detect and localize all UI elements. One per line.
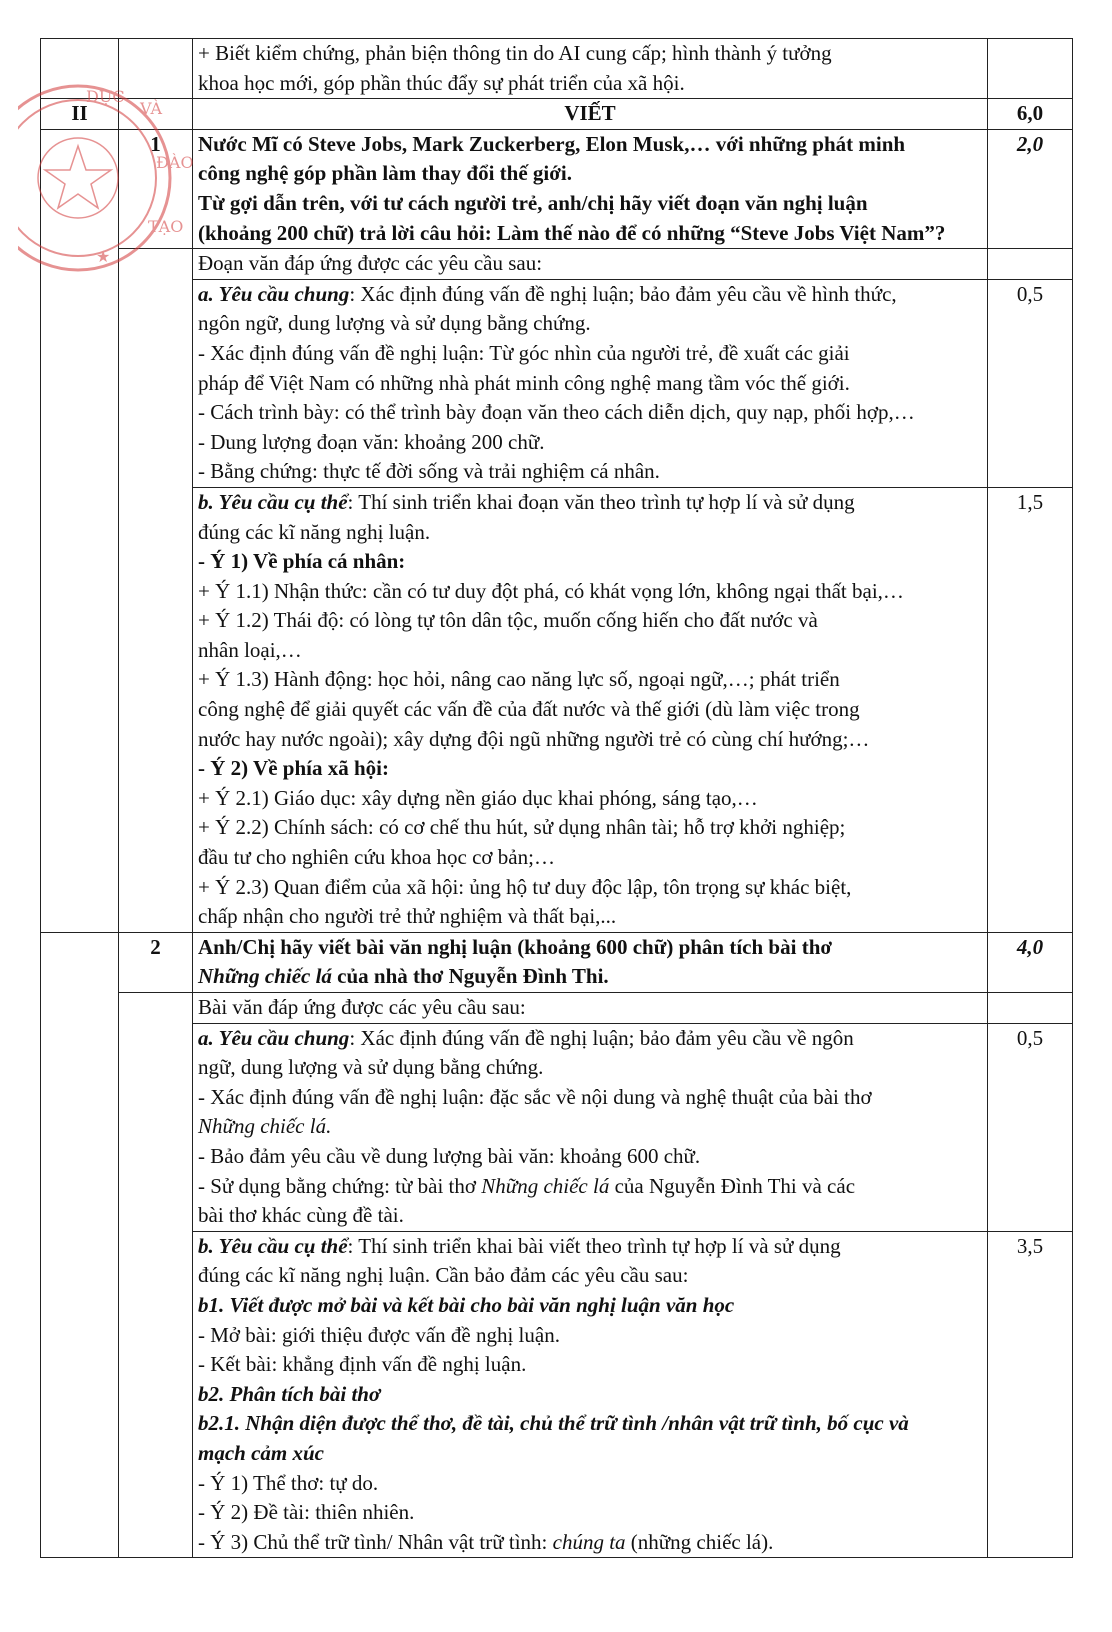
- question-1-part-a-score: 0,5: [988, 279, 1073, 487]
- intro-text: + Biết kiểm chứng, phản biện thông tin do AI cung cấp; hình thành ý tưởng khoa học mới, góp phần thúc đẩy sự phát triển của xã hội.: [193, 39, 988, 99]
- question-1-row: [41, 129, 1073, 248]
- section-number: II: [41, 99, 119, 130]
- svg-text:TẠO: TẠO: [148, 217, 184, 236]
- question-2-part-a: a. Yêu cầu chung: Xác định đúng vấn đề nghị luận; bảo đảm yêu cầu về ngôn ngữ, dung lượng và sử dụng bằng chứng. - Xác định đúng vấn đề nghị luận: đặc sắc về nội dung và nghệ thuật của bài thơ Những chiếc lá. - Bảo đảm yêu cầu về dung lượng bài văn: khoảng 600 chữ. - Sử dụng bằng chứng: từ bài thơ Những chiếc lá của Nguyễn Đình Thi và các bài thơ khác cùng đề tài.: [193, 1023, 988, 1231]
- section-title: VIẾT: [193, 99, 988, 130]
- question-1-prompt: Nước Mĩ có Steve Jobs, Mark Zuckerberg, Elon Musk,… với những phát minh công nghệ góp phần làm thay đổi thế giới. Từ gợi dẫn trên, với tư cách người trẻ, anh/chị hãy viết đoạn văn nghị luận (khoảng 200 chữ) trả lời câu hỏi: Làm thế nào để có những “Steve Jobs Việt Nam”?: [193, 129, 988, 248]
- svg-text:ĐÀO: ĐÀO: [156, 153, 194, 172]
- question-1-part-b-score: 1,5: [988, 487, 1073, 932]
- question-2-row: [41, 932, 1073, 992]
- question-2-req-intro-row: [41, 993, 1073, 1024]
- question-1-part-b: b. Yêu cầu cụ thể: Thí sinh triển khai đoạn văn theo trình tự hợp lí và sử dụng đúng các kĩ năng nghị luận. - Ý 1) Về phía cá nhân: + Ý 1.1) Nhận thức: cần có tư duy đột phá, có khát vọng lớn, không ngại thất bại,… + Ý 1.2) Thái độ: có lòng tự tôn dân tộc, muốn cống hiến cho đất nước và nhân loại,… + Ý 1.3) Hành động: học hỏi, nâng cao năng lực số, ngoại ngữ,…; phát triển công nghệ để giải quyết các vấn đề của đất nước và thế giới (dù làm việc trong nước hay nước ngoài); xây dựng đội ngũ những người trẻ có cùng chí hướng;… - Ý 2) Về phía xã hội: + Ý 2.1) Giáo dục: xây dựng nền giáo dục khai phóng, sáng tạo,… + Ý 2.2) Chính sách: có cơ chế thu hút, sử dụng nhân tài; hỗ trợ khởi nghiệp; đầu tư cho nghiên cứu khoa học cơ bản;… + Ý 2.3) Quan điểm của xã hội: ủng hộ tư duy độc lập, tôn trọng sự khác biệt, chấp nhận cho người trẻ thử nghiệm và thất bại,...: [193, 487, 988, 932]
- question-2-part-a-score: 0,5: [988, 1023, 1073, 1231]
- question-2-number: 2: [119, 932, 193, 992]
- question-1-part-b-row: [41, 487, 1073, 932]
- answer-key-table: [40, 38, 1073, 1558]
- section-score: 6,0: [988, 99, 1073, 130]
- section-header-row: [41, 99, 1073, 130]
- question-2-part-b-score: 3,5: [988, 1231, 1073, 1558]
- svg-text:VÀ: VÀ: [140, 99, 163, 118]
- question-1-part-a: a. Yêu cầu chung: Xác định đúng vấn đề nghị luận; bảo đảm yêu cầu về hình thức, ngôn ngữ, dung lượng và sử dụng bằng chứng. - Xác định đúng vấn đề nghị luận: Từ góc nhìn của người trẻ, đề xuất các giải pháp để Việt Nam có những nhà phát minh công nghệ mang tầm vóc thế giới. - Cách trình bày: có thể trình bày đoạn văn theo cách diễn dịch, quy nạp, phối hợp,… - Dung lượng đoạn văn: khoảng 200 chữ. - Bằng chứng: thực tế đời sống và trải nghiệm cá nhân.: [193, 279, 988, 487]
- question-2-part-b: b. Yêu cầu cụ thể: Thí sinh triển khai bài viết theo trình tự hợp lí và sử dụng đúng các kĩ năng nghị luận. Cần bảo đảm các yêu cầu sau: b1. Viết được mở bài và kết bài cho bài văn nghị luận văn học - Mở bài: giới thiệu được vấn đề nghị luận. - Kết bài: khẳng định vấn đề nghị luận. b2. Phân tích bài thơ b2.1. Nhận diện được thể thơ, đề tài, chủ thể trữ tình /nhân vật trữ tình, bố cục và mạch cảm xúc - Ý 1) Thể thơ: tự do. - Ý 2) Đề tài: thiên nhiên. - Ý 3) Chủ thể trữ tình/ Nhân vật trữ tình: chúng ta (những chiếc lá).: [193, 1231, 988, 1558]
- question-1-score: 2,0: [988, 129, 1073, 248]
- question-2-req-intro: Bài văn đáp ứng được các yêu cầu sau:: [193, 993, 988, 1024]
- question-2-score: 4,0: [988, 932, 1073, 992]
- question-2-part-a-row: [41, 1023, 1073, 1231]
- svg-text:★: ★: [96, 247, 111, 266]
- document-page: [40, 38, 1072, 1558]
- svg-text:DỤC: DỤC: [86, 87, 125, 106]
- question-1-req-intro-row: [41, 249, 1073, 280]
- question-1-req-intro: Đoạn văn đáp ứng được các yêu cầu sau:: [193, 249, 988, 280]
- question-1-number: 1: [119, 129, 193, 248]
- table-row: [41, 39, 1073, 99]
- question-2-part-b-row: [41, 1231, 1073, 1558]
- question-1-part-a-row: [41, 279, 1073, 487]
- question-2-prompt: Anh/Chị hãy viết bài văn nghị luận (khoảng 600 chữ) phân tích bài thơ Những chiếc lá của nhà thơ Nguyễn Đình Thi.: [193, 932, 988, 992]
